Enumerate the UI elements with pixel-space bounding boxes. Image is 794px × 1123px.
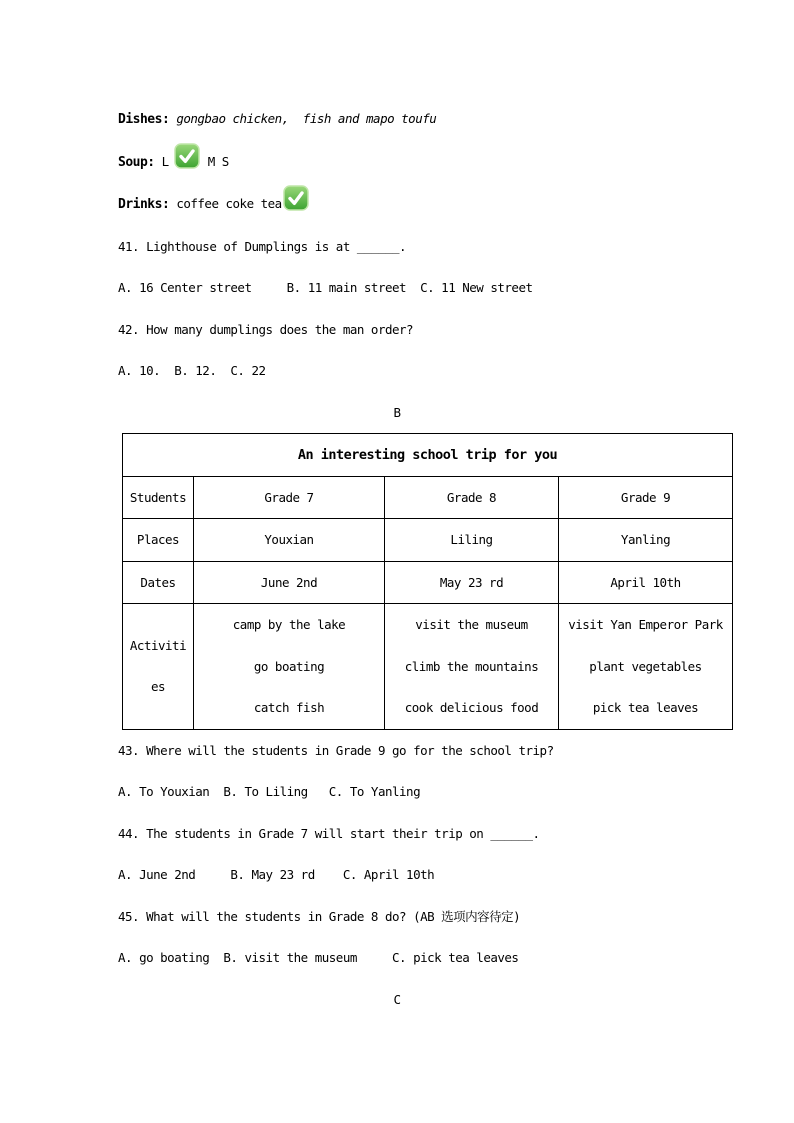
dishes-text: gongbao chicken, fish and mapo toufu	[176, 111, 437, 126]
activity-item: climb the mountains	[404, 658, 539, 674]
activity-item: catch fish	[253, 700, 325, 715]
dishes-label: Dishes:	[118, 112, 170, 127]
dishes-line	[118, 98, 676, 141]
question-45-text: 45. What will the students in Grade 8 do? (AB 选项内容待定)	[118, 908, 521, 924]
table-row-activities	[123, 604, 733, 730]
activity-item: go boating	[253, 658, 325, 674]
cell-places-grade7: Youxian	[194, 519, 385, 562]
activity-item: pick tea leaves	[592, 700, 699, 715]
cell-students-grade8: Grade 8	[385, 476, 559, 519]
drinks-line	[118, 183, 676, 226]
row-header-activities: Activities	[123, 604, 194, 730]
cell-places-grade9: Yanling	[559, 519, 733, 562]
question-41-text: 41. Lighthouse of Dumplings is at ______.	[118, 238, 407, 254]
question-45-options: A. go boating B. visit the museum C. pick tea leaves	[118, 950, 519, 965]
section-b-label: B	[393, 404, 401, 420]
section-c-label: C	[393, 991, 401, 1007]
question-44-options: A. June 2nd B. May 23 rd C. April 10th	[118, 867, 435, 882]
table-title-row	[123, 434, 733, 477]
school-trip-table	[122, 433, 733, 730]
cell-dates-grade8: May 23 rd	[385, 561, 559, 604]
row-header-students: Students	[123, 476, 194, 519]
question-42-options: A. 10. B. 12. C. 22	[118, 363, 266, 378]
activity-item: camp by the lake	[232, 617, 346, 632]
cell-activities-grade7	[194, 604, 385, 730]
cell-activities-grade8	[385, 604, 559, 730]
green-check-icon	[283, 185, 309, 211]
row-header-places: Places	[123, 519, 194, 562]
question-41-options: A. 16 Center street B. 11 main street C. 11 New street	[118, 280, 533, 295]
table-title: An interesting school trip for you	[123, 434, 733, 477]
cell-places-grade8: Liling	[385, 519, 559, 562]
table-row-dates	[123, 561, 733, 604]
row-header-dates: Dates	[123, 561, 194, 604]
activity-item: visit the museum	[415, 617, 528, 632]
green-check-icon	[174, 143, 200, 169]
question-44-text: 44. The students in Grade 7 will start their trip on ______.	[118, 825, 540, 841]
activity-item: cook delicious food	[404, 700, 539, 715]
question-42-text: 42. How many dumplings does the man order?	[118, 321, 414, 337]
table-row-places	[123, 519, 733, 562]
soup-sizes-ms: M S	[207, 153, 229, 169]
drinks-text: coffee coke tea	[176, 196, 282, 211]
question-43-options: A. To Youxian B. To Liling C. To Yanling	[118, 784, 421, 799]
cell-dates-grade9: April 10th	[559, 561, 733, 604]
cell-students-grade7: Grade 7	[194, 476, 385, 519]
cell-students-grade9: Grade 9	[559, 476, 733, 519]
soup-line	[118, 141, 676, 184]
cell-dates-grade7: June 2nd	[194, 561, 385, 604]
cell-activities-grade9	[559, 604, 733, 730]
activity-item: plant vegetables	[589, 658, 702, 674]
drinks-label: Drinks:	[118, 197, 170, 212]
soup-size-large: L	[161, 153, 169, 169]
question-43-text: 43. Where will the students in Grade 9 go for the school trip?	[118, 742, 554, 758]
soup-label: Soup:	[118, 154, 155, 170]
activity-item: visit Yan Emperor Park	[568, 617, 723, 632]
table-row-students	[123, 476, 733, 519]
